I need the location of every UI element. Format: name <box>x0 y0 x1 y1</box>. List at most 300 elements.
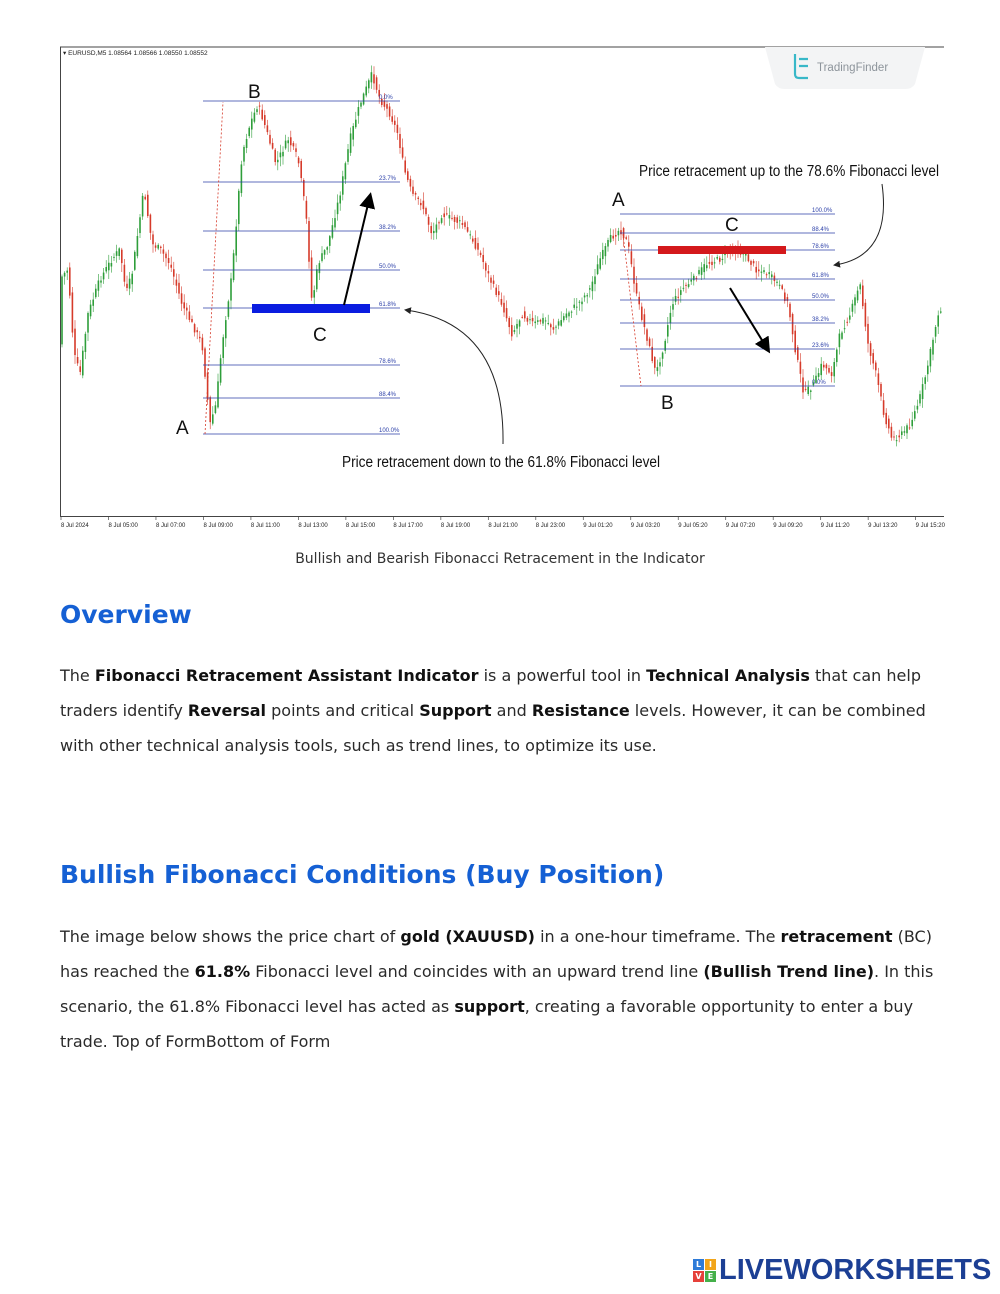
candle-body <box>170 265 172 268</box>
term-resistance: Resistance <box>531 701 630 720</box>
time-tick-label: 8 Jul 21:00 <box>488 523 518 529</box>
candle-body <box>358 107 360 116</box>
candle-body <box>558 321 560 325</box>
right-fib-label: 38.2% <box>812 317 830 323</box>
candle-body <box>183 302 185 308</box>
candle-body <box>880 384 882 396</box>
overview-heading: Overview <box>60 600 192 629</box>
candle-body <box>443 213 445 217</box>
candle-body <box>118 248 120 256</box>
candle-body <box>92 300 94 306</box>
candle-body <box>121 250 123 263</box>
candle-body <box>896 440 898 441</box>
candle-body <box>272 143 274 149</box>
candle-body <box>238 191 240 224</box>
candle-body <box>514 330 516 332</box>
candle-body <box>898 436 900 438</box>
candle-body <box>657 367 659 371</box>
candle-body <box>251 119 253 130</box>
candle-body <box>594 276 596 284</box>
candle-body <box>342 176 344 194</box>
candle-body <box>852 304 854 312</box>
time-tick-label: 9 Jul 07:20 <box>725 523 756 529</box>
candle-body <box>537 320 539 322</box>
time-tick-label: 9 Jul 15:20 <box>915 523 945 529</box>
candle-body <box>584 295 586 297</box>
time-tick-label: 9 Jul 05:20 <box>678 523 708 529</box>
fibonacci-chart-image <box>60 44 944 532</box>
candle-body <box>477 243 479 250</box>
candle-body <box>87 313 89 333</box>
candle-body <box>576 307 578 308</box>
candle-body <box>859 284 861 289</box>
candle-body <box>755 267 757 273</box>
candle-body <box>298 158 300 164</box>
candle-body <box>462 223 464 225</box>
candle-body <box>841 333 843 339</box>
right-fib-label: 100.0% <box>812 208 833 214</box>
candle-body <box>633 267 635 284</box>
candle-body <box>810 390 812 391</box>
candle-body <box>602 250 604 259</box>
candle-body <box>368 80 370 88</box>
candle-body <box>77 357 79 363</box>
candle-body <box>675 296 677 302</box>
candle-body <box>433 231 435 233</box>
candle-body <box>168 258 170 263</box>
candle-body <box>98 281 100 291</box>
time-tick-label: 8 Jul 15:00 <box>345 523 376 529</box>
candle-body <box>350 133 352 152</box>
candle-body <box>300 161 302 178</box>
candle-body <box>105 267 107 271</box>
candle-body <box>295 148 297 152</box>
left-fib-label: 0.0% <box>379 95 393 101</box>
candle-body <box>280 153 282 158</box>
candle-body <box>581 302 583 305</box>
candle-body <box>771 274 773 277</box>
candle-body <box>555 327 557 328</box>
candle-body <box>321 253 323 261</box>
term-fibonacci-indicator: Fibonacci Retracement Assistant Indicator <box>94 666 479 685</box>
candle-body <box>781 285 783 289</box>
candle-body <box>324 250 326 255</box>
candle-body <box>256 109 258 112</box>
liveworksheets-wordmark: LIVEWORKSHEETS <box>719 1253 992 1286</box>
price-candles <box>61 66 941 447</box>
candle-body <box>924 377 926 384</box>
candle-body <box>202 338 204 351</box>
candle-body <box>776 282 778 283</box>
candle-body <box>586 295 588 296</box>
left-618-zone <box>252 304 370 313</box>
time-axis <box>61 516 946 529</box>
candle-body <box>714 262 716 263</box>
candle-body <box>631 251 633 264</box>
candle-body <box>215 405 217 413</box>
candle-body <box>254 113 256 122</box>
candle-body <box>144 197 146 200</box>
candle-body <box>472 239 474 242</box>
candle-body <box>846 322 848 323</box>
candle-body <box>160 247 162 248</box>
candle-body <box>672 304 674 310</box>
candle-body <box>186 308 188 311</box>
candle-body <box>906 425 908 433</box>
candle-body <box>911 420 913 426</box>
candle-body <box>711 262 713 265</box>
candle-body <box>542 318 544 324</box>
candle-body <box>157 245 159 249</box>
time-tick-label: 9 Jul 03:20 <box>630 523 661 529</box>
candle-body <box>329 236 331 246</box>
candle-body <box>716 257 718 259</box>
left-point-b-label: B <box>248 82 261 103</box>
candle-body <box>750 261 752 265</box>
candle-body <box>662 353 664 359</box>
right-fib-label: 50.0% <box>812 294 830 300</box>
candle-body <box>883 400 885 415</box>
candle-body <box>131 274 133 285</box>
overview-paragraph: The Fibonacci Retracement Assistant Indicator is a powerful tool in Technical Analysis that can help traders identify Reversal points and critical Support and Resistance levels. However, it can be combined with other technical analysis tools, such as trend lines, to optimize its use. <box>60 666 926 755</box>
candle-body <box>607 240 609 247</box>
candle-body <box>230 278 232 300</box>
candle-body <box>79 366 81 372</box>
time-tick-label: 8 Jul 2024 <box>61 523 89 529</box>
time-tick-label: 8 Jul 11:00 <box>250 523 280 529</box>
candle-body <box>566 314 568 318</box>
candle-body <box>129 279 131 289</box>
candle-body <box>475 238 477 249</box>
candle-body <box>940 311 942 312</box>
candle-body <box>277 160 279 162</box>
candle-body <box>134 252 136 270</box>
candle-body <box>420 203 422 205</box>
candle-body <box>248 128 250 136</box>
candle-body <box>116 251 118 256</box>
candle-body <box>446 213 448 214</box>
bullish-heading: Bullish Fibonacci Conditions (Buy Position) <box>60 860 665 889</box>
candle-body <box>449 215 451 218</box>
candle-body <box>212 414 214 423</box>
candle-body <box>139 217 141 233</box>
candle-body <box>482 255 484 262</box>
candle-body <box>85 334 87 352</box>
candle-body <box>703 264 705 272</box>
candle-body <box>547 323 549 324</box>
candle-body <box>519 320 521 326</box>
candle-body <box>508 318 510 327</box>
candle-body <box>441 218 443 223</box>
candle-body <box>259 106 261 107</box>
candle-body <box>870 343 872 356</box>
candle-body <box>789 304 791 317</box>
candle-body <box>766 274 768 275</box>
candle-body <box>571 312 573 313</box>
candle-body <box>667 325 669 336</box>
candle-body <box>332 225 334 238</box>
candle-body <box>191 319 193 322</box>
candle-body <box>800 362 802 374</box>
candle-body <box>404 160 406 172</box>
top-annotation-pointer <box>835 184 883 265</box>
candle-body <box>220 358 222 382</box>
candle-body <box>282 152 284 156</box>
candle-body <box>124 265 126 282</box>
candle-body <box>625 237 627 239</box>
candle-body <box>865 303 867 327</box>
candle-body <box>779 285 781 286</box>
candle-body <box>698 270 700 274</box>
candle-body <box>826 365 828 369</box>
candle-body <box>521 317 523 318</box>
candle-body <box>748 254 750 261</box>
candle-body <box>683 288 685 289</box>
candle-body <box>142 196 144 217</box>
candle-body <box>646 329 648 340</box>
candle-body <box>930 349 932 366</box>
candle-body <box>485 263 487 270</box>
candle-body <box>833 362 835 376</box>
candle-body <box>867 324 869 344</box>
candle-body <box>917 406 919 410</box>
candle-body <box>394 121 396 125</box>
candle-body <box>768 272 770 274</box>
left-point-c-label: C <box>313 325 327 346</box>
right-point-c-label: C <box>725 215 739 236</box>
candle-body <box>412 187 414 194</box>
candle-body <box>706 265 708 268</box>
candle-body <box>493 281 495 284</box>
candle-body <box>464 222 466 227</box>
candle-body <box>152 234 154 244</box>
candle-body <box>347 149 349 162</box>
candle-body <box>111 263 113 267</box>
term-technical-analysis: Technical Analysis <box>646 666 810 685</box>
candle-body <box>113 257 115 258</box>
candle-body <box>303 180 305 196</box>
candle-body <box>659 362 661 366</box>
candle-body <box>805 389 807 390</box>
candle-body <box>217 381 219 407</box>
candle-body <box>360 103 362 107</box>
candle-body <box>823 365 825 368</box>
candle-body <box>467 227 469 232</box>
candle-body <box>839 334 841 348</box>
candle-body <box>189 312 191 320</box>
candle-body <box>391 116 393 121</box>
candle-body <box>469 234 471 235</box>
candle-body <box>194 324 196 332</box>
candle-body <box>753 261 755 263</box>
candle-body <box>480 253 482 255</box>
candle-body <box>399 134 401 148</box>
candle-body <box>680 290 682 295</box>
term-support: Support <box>419 701 492 720</box>
candle-body <box>553 327 555 330</box>
candle-body <box>654 357 656 368</box>
candle-body <box>155 245 157 247</box>
candle-body <box>371 72 373 82</box>
left-fib-label: 61.8% <box>379 302 397 308</box>
candle-body <box>893 436 895 437</box>
candle-body <box>599 258 601 268</box>
left-fib-label: 50.0% <box>379 264 397 270</box>
candle-body <box>64 273 66 277</box>
candle-body <box>316 269 318 289</box>
candle-body <box>875 363 877 371</box>
candle-body <box>618 231 620 235</box>
candle-body <box>233 253 235 280</box>
candle-body <box>150 215 152 233</box>
candle-body <box>888 419 890 429</box>
candle-body <box>818 373 820 377</box>
candle-body <box>456 217 458 222</box>
time-tick-label: 8 Jul 23:00 <box>535 523 566 529</box>
candle-body <box>61 276 63 344</box>
candle-body <box>423 201 425 209</box>
candle-body <box>774 276 776 281</box>
candle-body <box>454 217 456 222</box>
left-fib-label: 38.2% <box>379 225 397 231</box>
candle-body <box>313 290 315 297</box>
term-618: 61.8% <box>194 962 251 981</box>
candle-body <box>269 135 271 144</box>
candle-body <box>90 305 92 317</box>
right-point-b-label: B <box>661 393 674 414</box>
bottom-annotation-pointer <box>406 310 503 444</box>
candle-body <box>844 328 846 329</box>
candle-body <box>722 259 724 260</box>
candle-body <box>677 297 679 298</box>
candle-body <box>74 329 76 355</box>
term-bullish-trend-line: (Bullish Trend line) <box>703 962 875 981</box>
candle-body <box>337 203 339 215</box>
candle-body <box>690 280 692 282</box>
candle-body <box>389 107 391 117</box>
candle-body <box>904 431 906 432</box>
candle-body <box>792 314 794 334</box>
candle-body <box>524 311 526 318</box>
left-fib-label: 78.6% <box>379 359 397 365</box>
candle-body <box>311 258 313 298</box>
candle-body <box>95 289 97 297</box>
candle-body <box>274 150 276 162</box>
candle-body <box>334 218 336 227</box>
candle-body <box>287 140 289 143</box>
candle-body <box>914 411 916 419</box>
candle-body <box>511 325 513 336</box>
candle-body <box>501 299 503 305</box>
candle-body <box>649 339 651 346</box>
candle-body <box>308 221 310 262</box>
candle-body <box>82 351 84 376</box>
candle-body <box>516 324 518 329</box>
candle-body <box>498 291 500 295</box>
candle-body <box>545 320 547 321</box>
top-annotation-text: Price retracement up to the 78.6% Fibonacci level <box>639 163 939 180</box>
candle-body <box>100 281 102 283</box>
time-tick-label: 9 Jul 11:20 <box>820 523 850 529</box>
term-retracement: retracement <box>780 927 893 946</box>
candle-body <box>563 316 565 320</box>
time-tick-label: 8 Jul 05:00 <box>108 523 138 529</box>
candle-body <box>410 179 412 187</box>
candle-body <box>605 246 607 256</box>
candle-body <box>615 235 617 237</box>
candle-body <box>831 372 833 376</box>
left-fib-label: 100.0% <box>379 428 400 434</box>
left-fib-label: 23.7% <box>379 176 397 182</box>
candle-body <box>597 264 599 274</box>
candle-body <box>688 284 690 287</box>
candle-body <box>402 147 404 157</box>
candle-body <box>293 143 295 146</box>
candle-body <box>352 126 354 140</box>
right-786-zone <box>658 246 786 254</box>
figure-caption: Bullish and Bearish Fibonacci Retracement in the Indicator <box>295 551 705 567</box>
term-reversal: Reversal <box>187 701 267 720</box>
candle-body <box>932 340 934 355</box>
candle-body <box>802 377 804 392</box>
candle-body <box>415 193 417 195</box>
candle-body <box>719 258 721 262</box>
term-gold-xauusd: gold (XAUUSD) <box>400 927 535 946</box>
candle-body <box>628 242 630 246</box>
candle-body <box>355 120 357 128</box>
candle-body <box>937 315 939 326</box>
candle-body <box>506 308 508 318</box>
candle-body <box>922 384 924 399</box>
candle-body <box>909 427 911 428</box>
symbol-info: ▾ EURUSD,M5 1.08564 1.08566 1.08550 1.08552 <box>63 50 208 57</box>
candle-body <box>173 269 175 276</box>
candle-body <box>862 286 864 307</box>
bullish-paragraph: The image below shows the price chart of gold (XAUUSD) in a one-hour timeframe. The retracement (BC) has reached the 61.8% Fibonacci level and coincides with an upward trend line (Bullish Trend line). In this scenario, the 61.8% Fibonacci level has acted as support, creating a favorable opportunity to enter a buy trade. Top of FormBottom of Form <box>60 927 934 1051</box>
candle-body <box>306 201 308 219</box>
candle-body <box>326 247 328 250</box>
candle-body <box>919 394 921 403</box>
time-tick-label: 8 Jul 13:00 <box>298 523 328 529</box>
candle-body <box>901 431 903 435</box>
candle-body <box>612 236 614 239</box>
liveworksheets-icon: L I V E <box>693 1259 716 1282</box>
candle-body <box>376 77 378 89</box>
term-support-2: support <box>454 997 525 1016</box>
candle-body <box>573 305 575 308</box>
candle-body <box>787 297 789 301</box>
candle-body <box>560 320 562 326</box>
candle-body <box>222 337 224 358</box>
candle-body <box>386 104 388 109</box>
candle-body <box>225 320 227 338</box>
candle-body <box>199 337 201 338</box>
bottom-annotation-text: Price retracement down to the 61.8% Fibonacci level <box>342 454 660 471</box>
candle-body <box>927 366 929 375</box>
candle-body <box>428 217 430 225</box>
right-fib-label: 61.8% <box>812 273 830 279</box>
candle-body <box>345 163 347 179</box>
candle-body <box>176 280 178 286</box>
candle-body <box>693 276 695 281</box>
candle-body <box>828 368 830 372</box>
right-point-a-label: A <box>612 190 625 211</box>
candle-body <box>763 270 765 272</box>
candle-body <box>849 315 851 319</box>
candle-body <box>147 195 149 216</box>
time-tick-label: 8 Jul 07:00 <box>155 523 186 529</box>
candle-body <box>430 226 432 233</box>
